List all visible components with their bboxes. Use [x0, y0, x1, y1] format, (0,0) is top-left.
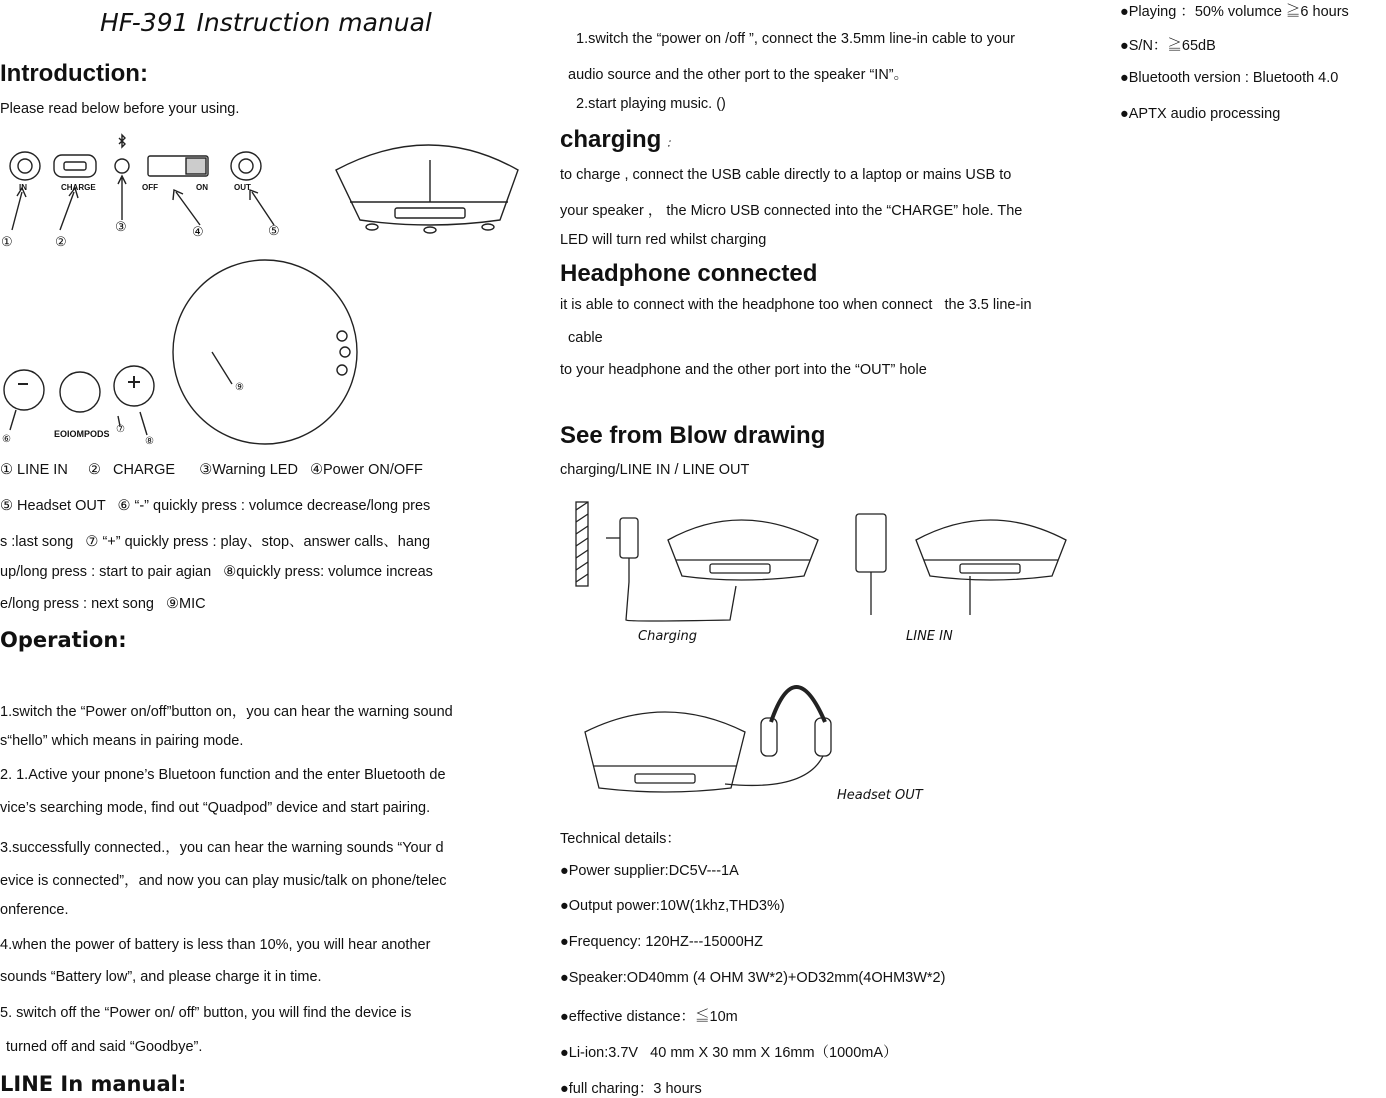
- usb-adapter-icon: [620, 518, 638, 558]
- panel-label-charge: CHARGE: [61, 183, 96, 192]
- tech-item: ●full charing：3 hours: [560, 1081, 702, 1097]
- product-diagram: [0, 130, 525, 450]
- legend-line: e/long press : next song ⑨MIC: [0, 596, 206, 612]
- headphone-text: cable: [568, 330, 603, 346]
- headset-out-jack-icon: [231, 152, 261, 180]
- operation-line: 4.when the power of battery is less than 10%, you will hear another: [0, 937, 431, 953]
- intro-text: Please read below before your using.: [0, 101, 240, 117]
- volume-down-button-icon: [4, 370, 44, 410]
- play-call-button-icon: [60, 372, 100, 412]
- panel-label-off: OFF: [142, 183, 158, 192]
- tech-item: ●effective distance：≦10m: [560, 1009, 738, 1025]
- callout-8: ⑧: [145, 436, 154, 447]
- headphone-text: it is able to connect with the headphone too when connect the 3.5 line-in: [560, 297, 1032, 313]
- headphone-heading: Headphone connected: [560, 260, 818, 287]
- callout-7: ⑦: [116, 424, 125, 435]
- line-in-step: 2.start playing music. (): [576, 96, 726, 112]
- charging-heading: charging: [560, 126, 662, 153]
- tech-item: ●Bluetooth version : Bluetooth 4.0: [1120, 70, 1339, 86]
- drawing-heading: See from Blow drawing: [560, 422, 826, 449]
- panel-label-in: IN: [19, 183, 27, 192]
- legend-line: s :last song ⑦ “+” quickly press : play、stop、answer calls、hang: [0, 534, 431, 550]
- charging-heading-row: [560, 126, 678, 154]
- operation-line: 5. switch off the “Power on/ off” button, you will find the device is: [0, 1005, 412, 1021]
- legend-line: ⑤ Headset OUT ⑥ “-” quickly press : volumce decrease/long pres: [0, 498, 431, 514]
- tech-item: ●S/N：≧65dB: [1120, 38, 1216, 54]
- tech-item: ●Li-ion:3.7V 40 mm X 30 mm X 16mm（1000mA）: [560, 1045, 898, 1061]
- operation-heading: Operation:: [0, 628, 127, 652]
- line-in-heading: LINE In manual:: [0, 1072, 187, 1096]
- headphone-text: to your headphone and the other port into the “OUT” hole: [560, 362, 927, 378]
- charging-linein-diagram: [560, 490, 1080, 625]
- speaker-headset-view: [585, 712, 745, 792]
- bluetooth-icon: [119, 135, 125, 147]
- tech-item: ●Frequency: 120HZ---15000HZ: [560, 934, 763, 950]
- speaker-linein-view: [916, 520, 1066, 580]
- charging-text: your speaker ， the Micro USB connected into the “CHARGE” hole. The: [560, 203, 1023, 219]
- tech-item: ●APTX audio processing: [1120, 106, 1281, 122]
- line-in-step: 1.switch the “power on /off ”, connect the 3.5mm line-in cable to your: [576, 31, 1015, 47]
- speaker-charging-view: [668, 520, 818, 580]
- charging-text: LED will turn red whilst charging: [560, 232, 767, 248]
- speaker-brand-label: EOIOMPODS: [54, 429, 110, 439]
- operation-line: turned off and said “Goodbye”.: [6, 1039, 203, 1055]
- caption-headset-out: Headset OUT: [837, 788, 923, 803]
- callout-5: ⑤: [268, 223, 280, 238]
- callout-2: ②: [55, 234, 67, 249]
- headphones-icon: [771, 687, 825, 722]
- drawing-subtitle: charging/LINE IN / LINE OUT: [560, 462, 750, 478]
- tech-item: ●Playing ：50% volumce ≧6 hours: [1120, 4, 1349, 20]
- callout-4: ④: [192, 224, 204, 239]
- phone-icon: [856, 514, 886, 572]
- headset-out-diagram: [575, 662, 845, 802]
- callout-9: ⑨: [235, 382, 244, 393]
- tech-item: ●Speaker:OD40mm (4 OHM 3W*2)+OD32mm(4OHM3W*2): [560, 970, 946, 986]
- speaker-side-view: [336, 145, 518, 225]
- charging-text: to charge , connect the USB cable directly to a laptop or mains USB to: [560, 167, 1012, 183]
- operation-line: vice’s searching mode, find out “Quadpod” device and start pairing.: [0, 800, 431, 816]
- warning-led-icon: [115, 159, 129, 173]
- panel-label-out: OUT: [234, 183, 251, 192]
- callout-1: ①: [1, 234, 13, 249]
- operation-line: onference.: [0, 902, 69, 918]
- tech-heading: Technical details：: [560, 831, 681, 847]
- operation-line: 2. 1.Active your pnone’s Bluetoon function and the enter Bluetooth de: [0, 767, 446, 783]
- usb-port-icon: [54, 155, 96, 177]
- operation-line: 3.successfully connected.，you can hear the warning sounds “Your d: [0, 840, 444, 856]
- speaker-top-view: [173, 260, 357, 444]
- operation-line: evice is connected”，and now you can play music/talk on phone/telec: [0, 873, 447, 889]
- document-title: HF-391 Instruction manual: [100, 8, 432, 37]
- caption-line-in: LINE IN: [906, 629, 953, 644]
- line-in-jack-icon: [10, 152, 40, 180]
- charging-colon: ：: [665, 136, 678, 150]
- operation-line: 1.switch the “Power on/off”button on，you can hear the warning sound: [0, 704, 453, 720]
- legend-line: up/long press : start to pair agian ⑧quickly press: volumce increas: [0, 564, 433, 580]
- line-in-step: audio source and the other port to the speaker “IN”。: [568, 67, 909, 83]
- caption-charging: Charging: [638, 629, 697, 644]
- panel-label-on: ON: [196, 183, 208, 192]
- callout-6: ⑥: [2, 434, 11, 445]
- tech-item: ●Power supplier:DC5V---1A: [560, 863, 739, 879]
- introduction-heading: Introduction:: [0, 60, 148, 87]
- callout-3: ③: [115, 219, 127, 234]
- tech-item: ●Output power:10W(1khz,THD3%): [560, 898, 785, 914]
- operation-line: s“hello” which means in pairing mode.: [0, 733, 244, 749]
- operation-line: sounds “Battery low”, and please charge it in time.: [0, 969, 322, 985]
- legend-line: ① LINE IN ② CHARGE ③Warning LED ④Power ON/OFF: [0, 462, 423, 478]
